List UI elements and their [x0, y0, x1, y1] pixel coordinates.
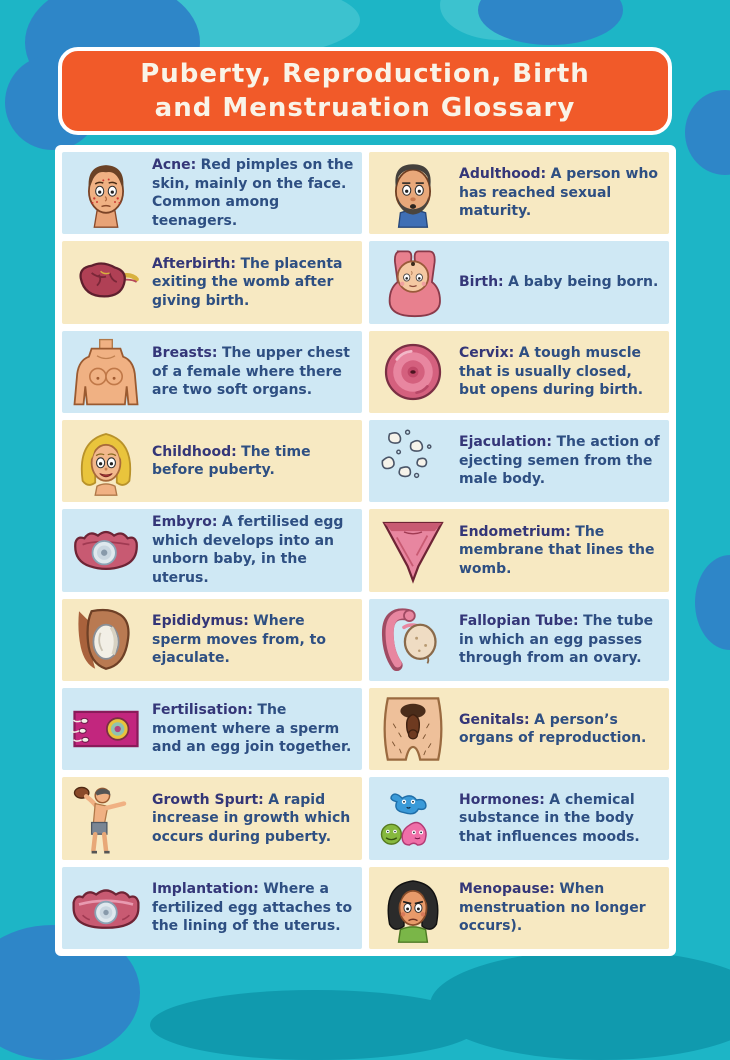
implantation-icon: [70, 872, 142, 944]
term-label: Cervix:: [459, 345, 515, 362]
glossary-entry-adulthood: [369, 152, 669, 234]
glossary-entry-ejaculation: [369, 420, 669, 502]
term-label: Menopause:: [459, 881, 555, 898]
background-blob: [430, 950, 730, 1060]
term-label: Adulthood:: [459, 166, 547, 183]
term-label: Implantation:: [152, 881, 259, 898]
term-label: Epididymus:: [152, 613, 249, 630]
semen-drops-icon: [377, 425, 449, 497]
definition-text: When menstruation no longer occurs).: [459, 881, 646, 935]
acne-face-icon: [70, 157, 142, 229]
definition-text: A chemical substance in the body that influences moods.: [459, 791, 640, 845]
definition-text: The moment where a sperm and an egg join together.: [152, 702, 352, 756]
definition-text: A person’s organs of reproduction.: [459, 711, 647, 747]
background-blob: [150, 990, 480, 1060]
fertilisation-icon: [70, 693, 142, 765]
woman-face-icon: [377, 872, 449, 944]
term-label: Fallopian Tube:: [459, 613, 579, 630]
term-label: Acne:: [152, 157, 197, 174]
definition-text: A rapid increase in growth which occurs during puberty.: [152, 791, 351, 845]
glossary-entry-breasts: [62, 331, 362, 413]
page-title-line1: Puberty, Reproduction, Birth: [140, 59, 590, 89]
girl-face-icon: [70, 425, 142, 497]
embryo-icon: [70, 514, 142, 586]
term-label: Birth:: [459, 274, 504, 291]
boy-throwing-icon: [70, 782, 142, 854]
term-label: Afterbirth:: [152, 255, 236, 272]
background-blob: [695, 555, 730, 650]
fallopian-tube-icon: [377, 604, 449, 676]
glossary-entry-endometrium: [369, 509, 669, 591]
page-title-line2: and Menstruation Glossary: [154, 93, 576, 123]
glossary-entry-implantation: [62, 867, 362, 949]
term-label: Breasts:: [152, 345, 218, 362]
definition-text: The time before puberty.: [152, 443, 311, 479]
glossary-entry-acne: [62, 152, 362, 234]
definition-text: Where sperm moves from, to ejaculate.: [152, 613, 326, 667]
term-label: Ejaculation:: [459, 434, 552, 451]
definition-text: A person who has reached sexual maturity.: [459, 166, 659, 220]
definition-text: The tube in which an egg passes through from an ovary.: [459, 613, 654, 667]
glossary-entry-birth: [369, 241, 669, 323]
glossary-entry-genitals: [369, 688, 669, 770]
glossary-entry-epididymus: [62, 599, 362, 681]
definition-text: A baby being born.: [508, 274, 659, 291]
term-label: Growth Spurt:: [152, 791, 264, 808]
glossary-entry-fallopian-tube: [369, 599, 669, 681]
definition-text: Where a fertilized egg attaches to the lining of the uterus.: [152, 881, 353, 935]
term-label: Fertilisation:: [152, 702, 253, 719]
glossary-panel: [55, 145, 676, 956]
term-label: Childhood:: [152, 443, 237, 460]
glossary-entry-growth-spurt: [62, 777, 362, 859]
baby-birth-icon: [377, 246, 449, 318]
term-label: Embyro:: [152, 514, 218, 531]
term-label: Genitals:: [459, 711, 530, 728]
glossary-entry-menopause: [369, 867, 669, 949]
adult-man-face-icon: [377, 157, 449, 229]
background-blob: [685, 90, 730, 175]
definition-text: The upper chest of a female where there are two soft organs.: [152, 345, 350, 399]
female-torso-icon: [70, 336, 142, 408]
epididymis-icon: [70, 604, 142, 676]
definition-text: A tough muscle that is usually closed, but opens during birth.: [459, 345, 644, 399]
definition-text: A fertilised egg which develops into an unborn baby, in the uterus.: [152, 514, 344, 586]
term-label: Hormones:: [459, 791, 545, 808]
endometrium-icon: [377, 514, 449, 586]
glossary-entry-fertilisation: [62, 688, 362, 770]
genitals-icon: [377, 693, 449, 765]
definition-text: The placenta exiting the womb after giving birth.: [152, 255, 343, 309]
glossary-entry-hormones: [369, 777, 669, 859]
title-banner: [58, 47, 672, 135]
definition-text: The action of ejecting semen from the male body.: [459, 434, 660, 488]
glossary-entry-afterbirth: [62, 241, 362, 323]
glossary-entry-embryo: [62, 509, 362, 591]
definition-text: The membrane that lines the womb.: [459, 523, 655, 577]
term-label: Endometrium:: [459, 523, 571, 540]
cervix-icon: [377, 336, 449, 408]
placenta-icon: [70, 246, 142, 318]
definition-text: Red pimples on the skin, mainly on the face. Common among teenagers.: [152, 157, 354, 229]
glossary-entry-childhood: [62, 420, 362, 502]
hormone-monsters-icon: [377, 782, 449, 854]
glossary-entry-cervix: [369, 331, 669, 413]
